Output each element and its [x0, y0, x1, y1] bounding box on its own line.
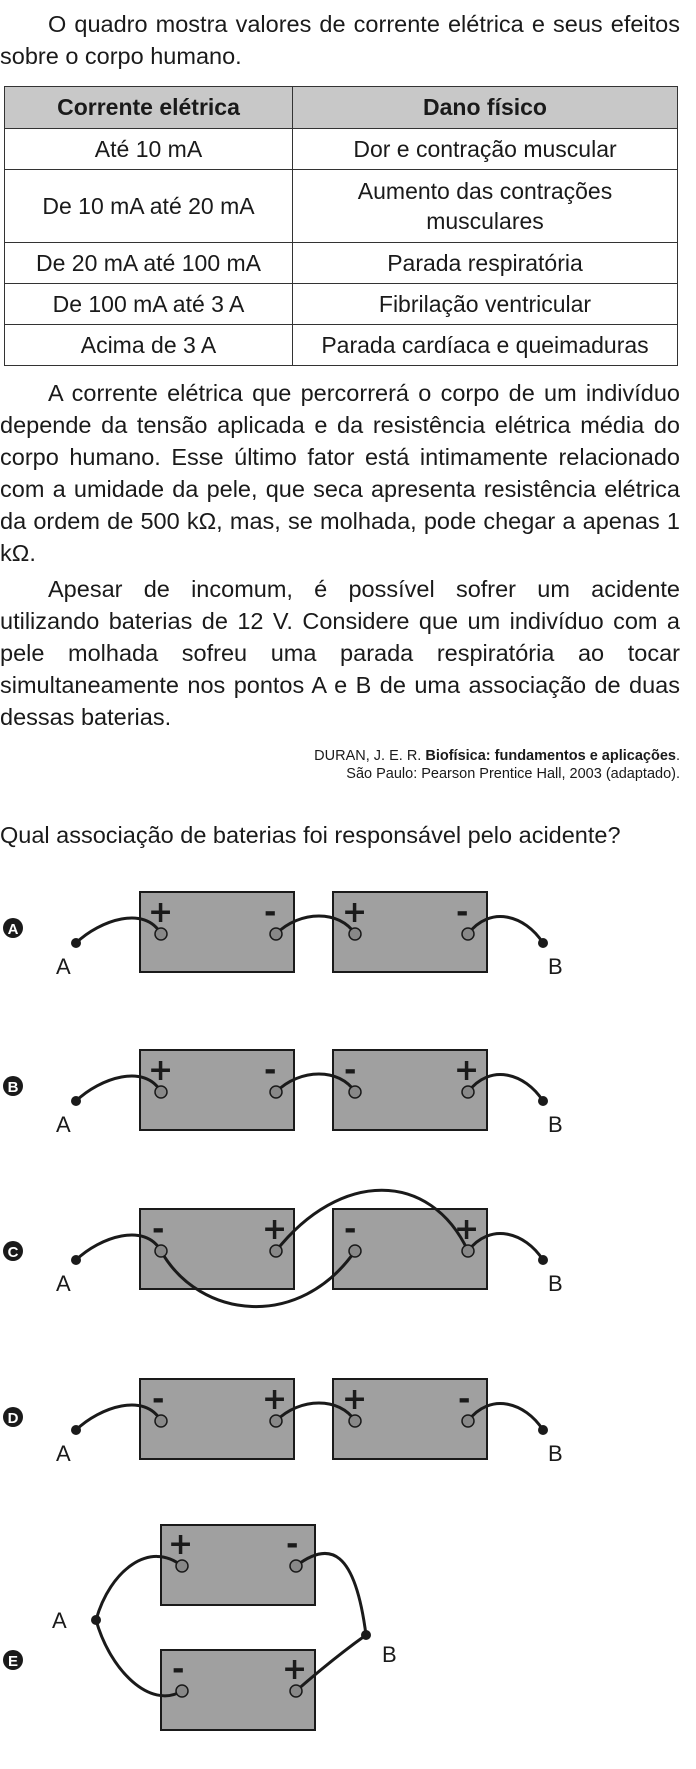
table-cell: Fibrilação ventricular [293, 284, 678, 325]
option-letter-a: A [7, 921, 19, 938]
table-cell: De 20 mA até 100 mA [5, 243, 293, 284]
point-b-label: B [548, 1271, 563, 1296]
polarity-sign: + [454, 1053, 480, 1088]
table-cell: De 10 mA até 20 mA [5, 170, 293, 243]
question-text: Qual associação de baterias foi responsável pelo acidente? [0, 822, 621, 848]
point-b-label: B [548, 1441, 563, 1466]
polarity-sign: + [148, 895, 174, 930]
option-badges [3, 918, 23, 1670]
header-current: Corrente elétrica [5, 87, 293, 129]
option-letter-e: E [7, 1653, 19, 1670]
polarity-sign: - [152, 1382, 165, 1417]
intro-text: O quadro mostra valores de corrente elétrica e seus efeitos sobre o corpo humano. [0, 11, 680, 69]
polarity-sign: - [344, 1053, 357, 1088]
table-cell: Dor e contração muscular [293, 129, 678, 170]
citation-publisher: São Paulo: Pearson Prentice Hall, 2003 (adaptado). [346, 766, 680, 782]
citation-author: DURAN, J. E. R. [314, 748, 422, 764]
point-a-label: A [56, 1441, 71, 1466]
polarity-sign: + [148, 1053, 174, 1088]
polarity-sign: - [456, 895, 469, 930]
polarity-sign: - [264, 1053, 277, 1088]
polarity-sign: - [344, 1212, 357, 1247]
citation: DURAN, J. E. R. Biofísica: fundamentos e aplicações. São Paulo: Pearson Prentice Hall, 2003 (adaptado). [314, 748, 680, 782]
table-cell: Parada cardíaca e queimaduras [293, 325, 678, 366]
option-e-diagram[interactable] [96, 1525, 366, 1730]
header-damage: Dano físico [293, 87, 678, 129]
option-letter-d: D [7, 1410, 19, 1427]
polarity-sign: - [172, 1652, 185, 1687]
polarity-sign: + [262, 1382, 288, 1417]
citation-title: Biofísica: fundamentos e aplicações [425, 748, 676, 764]
table-cell: Parada respiratória [293, 243, 678, 284]
polarity-sign: + [342, 895, 368, 930]
paragraph-accident: Apesar de incomum, é possível sofrer um acidente utilizando baterias de 12 V. Considere que um indivíduo com a pele molhada sofreu uma parada respiratória ao tocar simultaneamente nos pontos A e B de uma associação de duas dessas baterias. [0, 576, 680, 730]
option-letter-b: B [7, 1079, 19, 1096]
table-cell: Acima de 3 A [5, 325, 293, 366]
table-cell: De 100 mA até 3 A [5, 284, 293, 325]
polarity-sign: + [342, 1382, 368, 1417]
polarity-sign: + [282, 1652, 308, 1687]
point-a-label: A [56, 954, 71, 979]
option-letter-c: C [7, 1244, 19, 1261]
paragraph-resistance: A corrente elétrica que percorrerá o corpo de um indivíduo depende da tensão aplicada e da resistência elétrica média do corpo humano. Esse último fator está intimamente relacionado com a umidade da pele, que seca apresenta resistência elétrica da ordem de 500 kΩ, mas, se molhada, pode chegar a apenas 1 kΩ. [0, 380, 680, 566]
polarity-sign: - [264, 895, 277, 930]
polarity-sign: - [458, 1382, 471, 1417]
polarity-sign: - [286, 1527, 299, 1562]
polarity-sign: - [152, 1212, 165, 1247]
point-a-label: A [56, 1271, 71, 1296]
polarity-sign: + [454, 1212, 480, 1247]
point-a-label: A [52, 1608, 67, 1633]
polarity-sign: + [168, 1527, 194, 1562]
point-a-label: A [56, 1112, 71, 1137]
point-b-label: B [382, 1642, 397, 1667]
point-b-label: B [548, 954, 563, 979]
table-cell: Aumento das contrações musculares [293, 170, 678, 243]
polarity-sign: + [262, 1212, 288, 1247]
point-b-label: B [548, 1112, 563, 1137]
table-cell: Até 10 mA [5, 129, 293, 170]
